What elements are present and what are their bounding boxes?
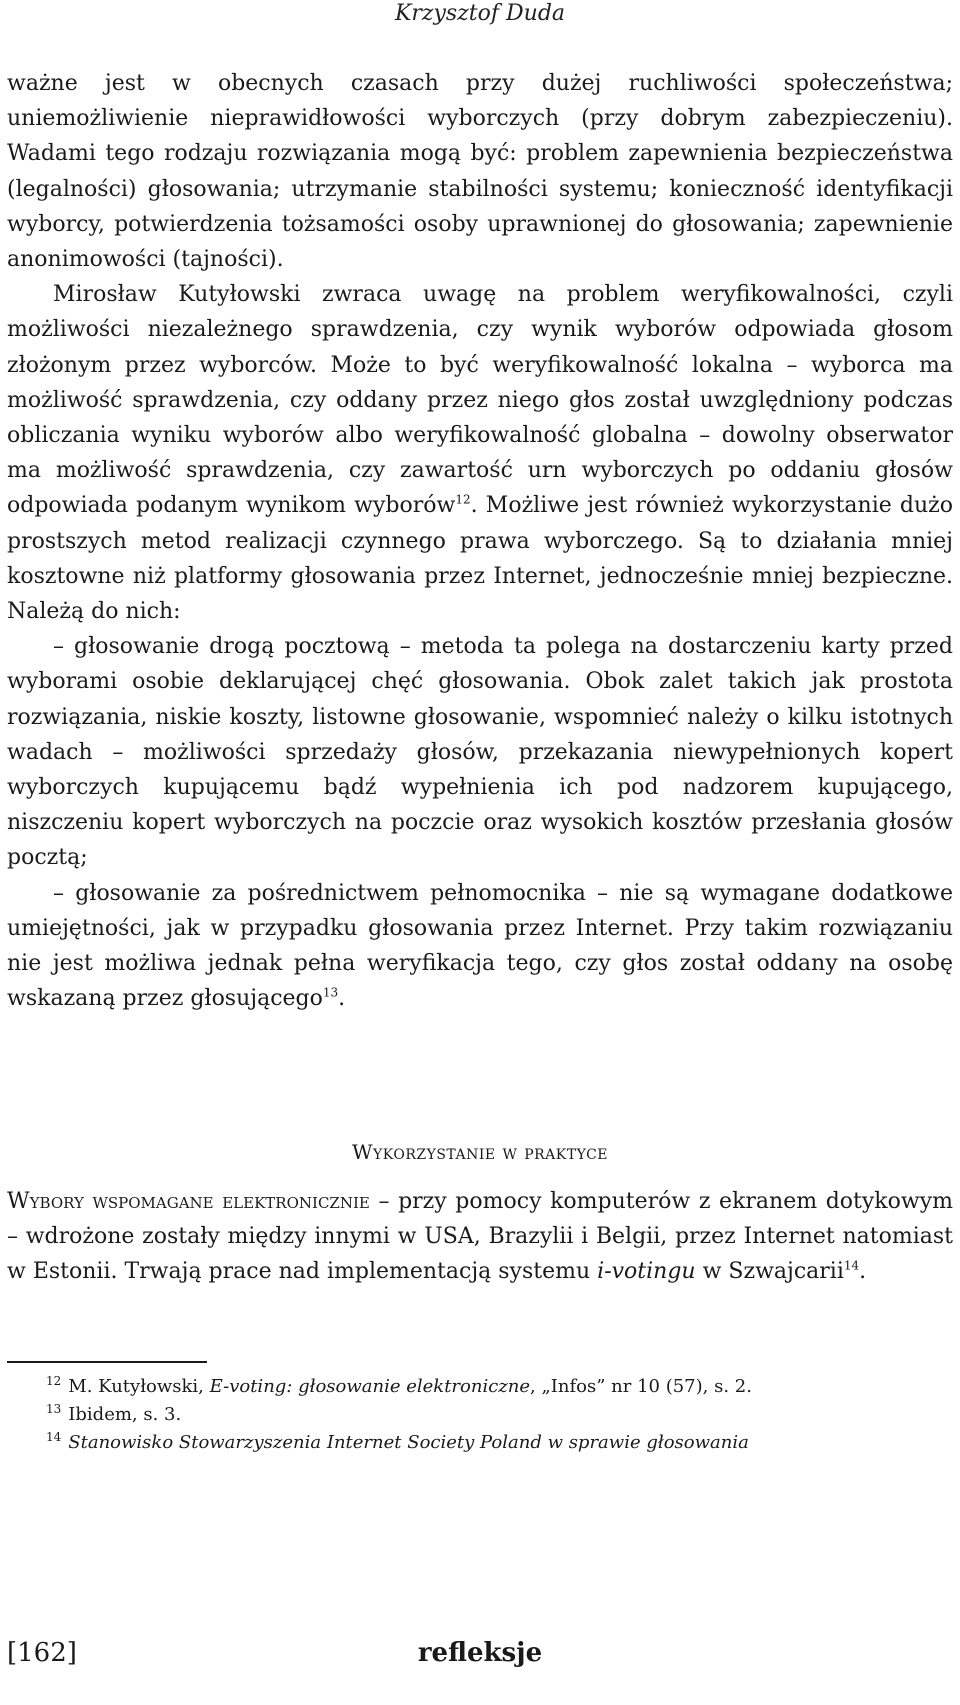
list-item: – głosowanie drogą pocztową – metoda ta polega na dostarczeniu karty przed wyborami osobie deklarującej chęć głosowania. Obok zalet takich jak prostota rozwiązania, niskie koszty, listowne głosowanie, wspomnieć należy o kilku istotnych wadach – możliwości sprzedaży głosów, przekazania niewypełnionych kopert wyborczych kupującemu bądź wypełnienia ich pod nadzorem kupującego, niszczeniu kopert wyborczych na poczcie oraz wysokich kosztów przesłania głosów pocztą; xyxy=(7,634,953,871)
footnote-ref[interactable]: 13 xyxy=(322,985,339,1000)
body-text xyxy=(7,66,953,1016)
publication-logo: refleksje xyxy=(417,1638,543,1668)
footnotes xyxy=(46,1373,953,1457)
footnote: $^{14}$ Stanowisko Stowarzyszenia Internet Society Poland w sprawie głosowania xyxy=(46,1430,749,1453)
running-head: Krzysztof Duda xyxy=(394,1,566,26)
footnote-ref[interactable]: 14 xyxy=(843,1259,860,1274)
paragraph: Wybory wspomagane elektronicznie – przy pomocy komputerów z ekranem dotykowym – wdrożone zostały między innymi w USA, Brazylii i Belgii, przez Internet natomiast w Estonii. Trwają prace nad implementacją systemu i-votingu w Szwajcarii$^{14}$. xyxy=(7,1189,953,1285)
section-lead: Wybory wspomagane elektronicznie xyxy=(7,1189,370,1214)
footnote: $^{13}$ Ibidem, s. 3. xyxy=(46,1402,182,1425)
list-item: – głosowanie za pośrednictwem pełnomocnika – nie są wymagane dodatkowe umiejętności, jak w przypadku głosowania przez Internet. Przy takim rozwiązaniu nie jest możliwa jednak pełna weryfikacja tego, czy głos został oddany na osobę wskazaną przez głosującego$^{13}$. xyxy=(7,880,953,1012)
footnote: $^{12}$ M. Kutyłowski, E-voting: głosowanie elektroniczne, „Infos” nr 10 (57), s. 2. xyxy=(46,1374,752,1397)
paragraph: ważne jest w obecnych czasach przy dużej ruchliwości społeczeństwa; uniemożliwienie nieprawidłowości wyborczych (przy dobrym zabezpieczeniu). Wadami tego rodzaju rozwiązania mogą być: problem zapewnienia bezpieczeństwa (legalności) głosowania; utrzymanie stabilności systemu; konieczność identyfikacji wyborcy, potwierdzenia tożsamości osoby uprawnionej do głosowania; zapewnienie anonimowości (tajności). xyxy=(7,71,953,273)
section-body xyxy=(7,1184,953,1290)
footnote-ref[interactable]: 12 xyxy=(455,493,471,508)
page-number: [162] xyxy=(7,1638,77,1668)
section-heading: Wykorzystanie w praktyce xyxy=(351,1140,609,1164)
footnote-separator xyxy=(7,1361,207,1363)
paragraph: Mirosław Kutyłowski zwraca uwagę na problem weryfikowalności, czyli możliwości niezależnego sprawdzenia, czy wynik wyborów odpowiada głosom złożonym przez wyborców. Może to być weryfikowalność lokalna – wyborca ma możliwość sprawdzenia, czy oddany przez niego głos został uwzględniony podczas obliczania wyniku wyborów albo weryfikowalność globalna – dowolny obserwator ma możliwość sprawdzenia, czy zawartość urn wyborczych po oddaniu głosów odpowiada podanym wynikom wyborów$^{12}$. Możliwe jest również wykorzystanie dużo prostszych metod realizacji czynnego prawa wyborczego. Są to działania mniej kosztowne niż platformy głosowania przez Internet, jednocześnie mniej bezpieczne. Należą do nich: xyxy=(7,282,953,625)
